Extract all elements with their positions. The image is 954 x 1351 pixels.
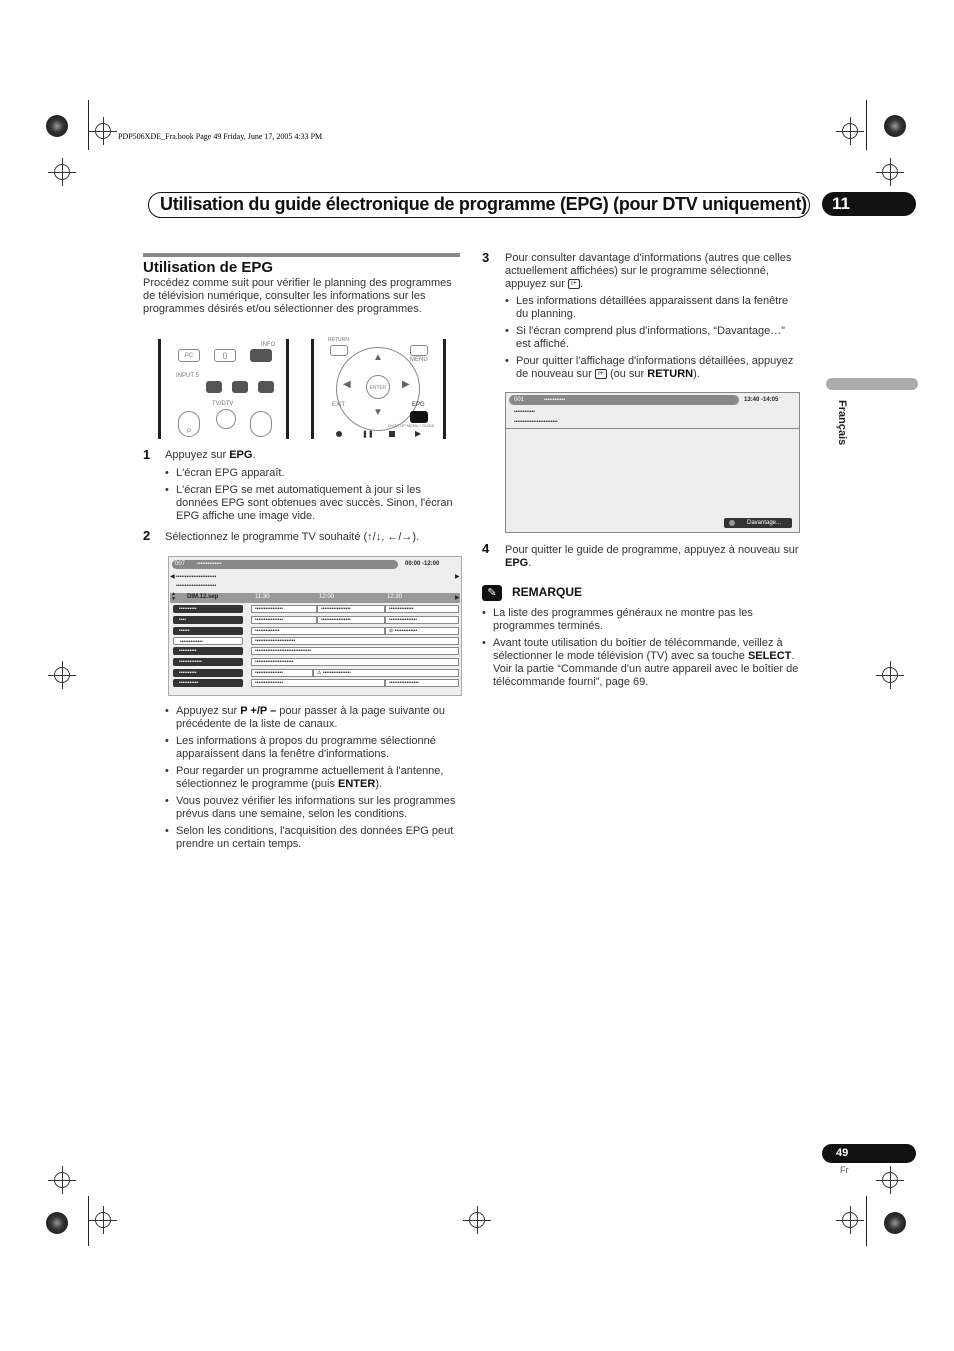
info-line: ••••••••••••••••••••••••• <box>514 419 558 425</box>
epg-program: •••••••••••••••••••••• <box>251 658 459 666</box>
epg-time-slot: 12:00 <box>319 594 335 600</box>
epg-channel-row: ••••••••••• <box>173 679 243 687</box>
list-item <box>165 795 460 821</box>
list-item: • La liste des programmes généraux ne montre pas les programmes terminés. <box>482 607 800 633</box>
epg-channel-row: •••••• <box>173 627 243 635</box>
registration-ball-icon <box>46 115 68 137</box>
epg-program: ⊘ ••••••••••••• <box>385 627 459 635</box>
step-1-number: 1 <box>143 447 151 462</box>
tvdtv-button <box>216 409 236 429</box>
epg-program: •••••••••••••••• <box>251 616 317 624</box>
list-item <box>165 735 460 761</box>
epg-channel-row: •••• <box>173 616 243 624</box>
epg-date: DIM.12.sep <box>187 594 219 600</box>
play-icon: ▶ <box>415 429 422 438</box>
bullet-text: Pour quitter l'affichage d'informations détaillées, appuyez de nouveau sur <box>516 355 794 380</box>
epg-label: EPG <box>412 402 425 408</box>
list-item <box>165 705 460 731</box>
list-item <box>165 825 460 851</box>
more-dot-icon <box>729 520 735 526</box>
crosshair-icon <box>876 661 904 689</box>
epg-program: •••••••••••••• <box>385 605 459 613</box>
epg-channel-row: •••••••••• <box>173 605 243 613</box>
stop-icon <box>389 431 395 437</box>
step-4-text-post: . <box>528 557 532 569</box>
note-list <box>482 607 800 689</box>
crosshair-icon <box>876 1166 904 1194</box>
list-item <box>505 355 800 381</box>
bullet-text: Avant toute utilisation du boîtier de télécommande, veillez à sélectionner le mode télévision (TV) avec sa touche <box>493 637 783 662</box>
info-button-icon: i+ <box>595 369 607 379</box>
step-1-text-pre: Appuyez sur <box>165 449 230 461</box>
list-item <box>482 637 800 689</box>
epg-program: •••••••••••••••• <box>251 605 317 613</box>
exit-label: EXIT <box>332 402 346 408</box>
p-label: P <box>187 429 192 435</box>
step-1-text-post: . <box>252 449 256 461</box>
step-2-text: Sélectionnez le programme TV souhaité (↑/↓, ←/→). <box>165 531 420 543</box>
info-divider <box>506 428 799 429</box>
crosshair-icon <box>48 158 76 186</box>
note-title: REMARQUE <box>512 585 583 599</box>
epg-button <box>410 411 428 423</box>
bullet-text: Les informations à propos du programme sélectionné apparaissent dans la fenêtre d'informations. <box>176 735 436 760</box>
epg-program: •••••••••••••••• <box>251 679 385 687</box>
volume-button <box>250 411 272 437</box>
list-item: • L'écran EPG apparaît. <box>165 467 460 480</box>
tvdtv-label: TV/DTV <box>212 401 234 407</box>
language-label: Français <box>836 400 848 446</box>
epg-channel-row: ••••••••••••• <box>173 637 243 645</box>
list-item: • L'écran EPG se met automatiquement à jour si les données EPG sont obtenues avec succès. Sinon, l'écran EPG affiche une image vide. <box>165 484 460 523</box>
bullet-text: Vous pouvez vérifier les informations sur les programmes prévus dans une semaine, selon les conditions. <box>176 795 456 820</box>
epg-info-line: ••••••••••••••••••••••• <box>176 574 217 580</box>
registration-ball-icon <box>46 1212 68 1234</box>
crosshair-icon <box>836 1206 864 1234</box>
pencil-icon: ✎ <box>482 585 502 601</box>
info-line: •••••••••••• <box>514 409 536 415</box>
epg-time-range: 00:00 -12:00 <box>405 561 440 567</box>
arrow-right-icon: ▶ <box>455 595 460 601</box>
crosshair-icon <box>48 1166 76 1194</box>
bullet-text: pour passer à la page suivante ou précédente de la liste de canaux. <box>176 705 445 730</box>
info-button-icon: i+ <box>568 279 580 289</box>
crosshair-icon <box>876 158 904 186</box>
epg-program: •••••••••••••••• <box>385 616 459 624</box>
bullet-bold: P +/P – <box>240 705 277 717</box>
menu-label: MENU <box>410 357 428 363</box>
step-4-text-pre: Pour quitter le guide de programme, appuyez à nouveau sur <box>505 544 799 556</box>
chapter-title: Utilisation du guide électronique de programme (EPG) (pour DTV uniquement) <box>160 194 807 214</box>
section-title: Utilisation de EPG <box>143 259 274 276</box>
bullet-text: ). <box>375 778 383 790</box>
crop-line <box>866 1196 867 1246</box>
bullet-bold: ENTER <box>338 778 376 790</box>
step-4-text <box>505 544 800 570</box>
list-item: • Si l'écran comprend plus d'informations, “Davantage…” est affiché. <box>505 325 800 351</box>
arrow-left-icon: ◀ <box>170 574 175 580</box>
step-3-text-body: Pour consulter davantage d'informations (autres que celles actuellement affichées) sur le programme sélectionné, appuyez sur <box>505 252 792 290</box>
arrow-left-icon: ◀ <box>343 379 351 390</box>
step-4-number: 4 <box>482 541 490 556</box>
section-intro: Procédez comme suit pour vérifier le planning des programmes de télévision numérique, consulter les informations sur les programmes désirés et/ou sélectionner des programmes. <box>143 277 452 315</box>
menu-button <box>410 345 428 356</box>
step-1-bullets <box>165 467 460 523</box>
section-rule <box>143 253 460 257</box>
crop-line <box>866 100 867 150</box>
step-3-bullets <box>505 295 800 381</box>
remote-edge <box>443 339 446 439</box>
bullet-text: Selon les conditions, l'acquisition des données EPG peut prendre un certain temps. <box>176 825 454 850</box>
epg-time-slot: 11:30 <box>255 594 270 600</box>
dvd-guide-label: DVD/TOP MENU / GUIDE <box>388 423 435 428</box>
arrow-right-icon: ▶ <box>402 379 410 390</box>
epg-program: ••••••••••••••••••••••• <box>251 637 459 645</box>
step-1-text <box>165 449 256 462</box>
crosshair-icon <box>463 1206 491 1234</box>
crop-line <box>88 1196 89 1246</box>
info-channel: 001 <box>514 397 525 403</box>
step-4-text-bold: EPG <box>505 557 529 569</box>
step-2-number: 2 <box>143 528 151 543</box>
return-button <box>330 345 348 356</box>
info-button <box>250 349 272 362</box>
bullet-text: Pour regarder un programme actuellement à l'antenne, sélectionnez le programme (puis <box>176 765 444 790</box>
crosshair-icon <box>836 117 864 145</box>
input5-label: INPUT 5 <box>176 373 199 379</box>
language-tab <box>826 378 918 390</box>
bullet-text: ). <box>693 368 700 380</box>
epg-program: ••••••••••••••••• <box>385 679 459 687</box>
epg-program: ••••••••••••••••• <box>317 616 385 624</box>
remote-edge <box>158 339 161 439</box>
arrow-right-icon: ▶ <box>455 574 460 580</box>
crosshair-icon <box>89 117 117 145</box>
bullet-text: (ou sur <box>606 368 648 380</box>
epg-program: ••••••••••••••••• <box>317 605 385 613</box>
info-time: 13:40 -14:05 <box>744 397 779 403</box>
color-button <box>258 381 274 393</box>
remote-edge <box>311 339 314 439</box>
page-number: 49 <box>822 1144 916 1163</box>
zero-button: 0 <box>214 349 236 362</box>
epg-info-line: ••••••••••••••••••••••• <box>176 583 217 589</box>
file-header: PDP506XDE_Fra.book Page 49 Friday, June 17, 2005 4:33 PM <box>118 132 323 141</box>
color-button <box>232 381 248 393</box>
epg-program: •••••••••••••••• <box>251 669 313 677</box>
info-screen <box>505 392 800 533</box>
epg-time-slot: 12:30 <box>387 594 403 600</box>
epg-channel-row: ••••••••••••• <box>173 658 243 666</box>
epg-channel-row: •••••••••• <box>173 647 243 655</box>
color-button <box>206 381 222 393</box>
crosshair-icon <box>48 661 76 689</box>
epg-program: ⚠ •••••••••••••••• <box>313 669 459 677</box>
epg-program: •••••••••••••• <box>251 627 385 635</box>
arrow-up-icon: ▲ <box>373 352 383 363</box>
page-language: Fr <box>840 1165 849 1175</box>
updown-icon: ▲ ▼ <box>171 591 176 602</box>
crosshair-icon <box>89 1206 117 1234</box>
step-1-text-bold: EPG <box>229 449 253 461</box>
bullet-bold: RETURN <box>647 368 694 380</box>
pause-icon: ❚❚ <box>362 431 374 438</box>
enter-button: ENTER <box>366 375 390 399</box>
epg-channel-name: •••••••••••••• <box>197 561 222 567</box>
list-item: • Les informations détaillées apparaissent dans la fenêtre du planning. <box>505 295 800 321</box>
remote-edge <box>286 339 289 439</box>
epg-channel: 007 <box>175 561 186 567</box>
step-3-text: Pour consulter davantage d'informations (autres que celles actuellement affichées) sur le programme sélectionné, appuyez sur i+ . <box>505 252 792 290</box>
remote-illustration <box>158 339 448 439</box>
bullet-bold: SELECT <box>747 650 792 662</box>
registration-ball-icon <box>884 115 906 137</box>
info-channel-name: •••••••••••• <box>544 397 566 403</box>
bullet-text: . Voir la partie “Commande d'un autre appareil avec le boîtier de télécommande fourni”, page 69. <box>493 650 799 688</box>
registration-ball-icon <box>884 1212 906 1234</box>
epg-screen <box>168 556 462 696</box>
more-label: Davantage... <box>747 520 782 526</box>
epg-program: •••••••••••••••••••••••••••••••• <box>251 647 459 655</box>
pc-button: PC <box>178 349 200 362</box>
info-label: INFO <box>261 342 276 348</box>
crop-line <box>88 100 89 150</box>
list-item <box>165 765 460 791</box>
step-3-number: 3 <box>482 250 490 265</box>
epg-channel-row: •••••••••• <box>173 669 243 677</box>
return-label: RETURN <box>328 337 349 343</box>
record-icon <box>336 431 342 437</box>
chapter-number: 11 <box>822 192 916 216</box>
arrow-down-icon: ▼ <box>373 407 383 418</box>
bullet-text: Appuyez sur <box>176 705 241 717</box>
step-2-bullets <box>165 705 460 851</box>
